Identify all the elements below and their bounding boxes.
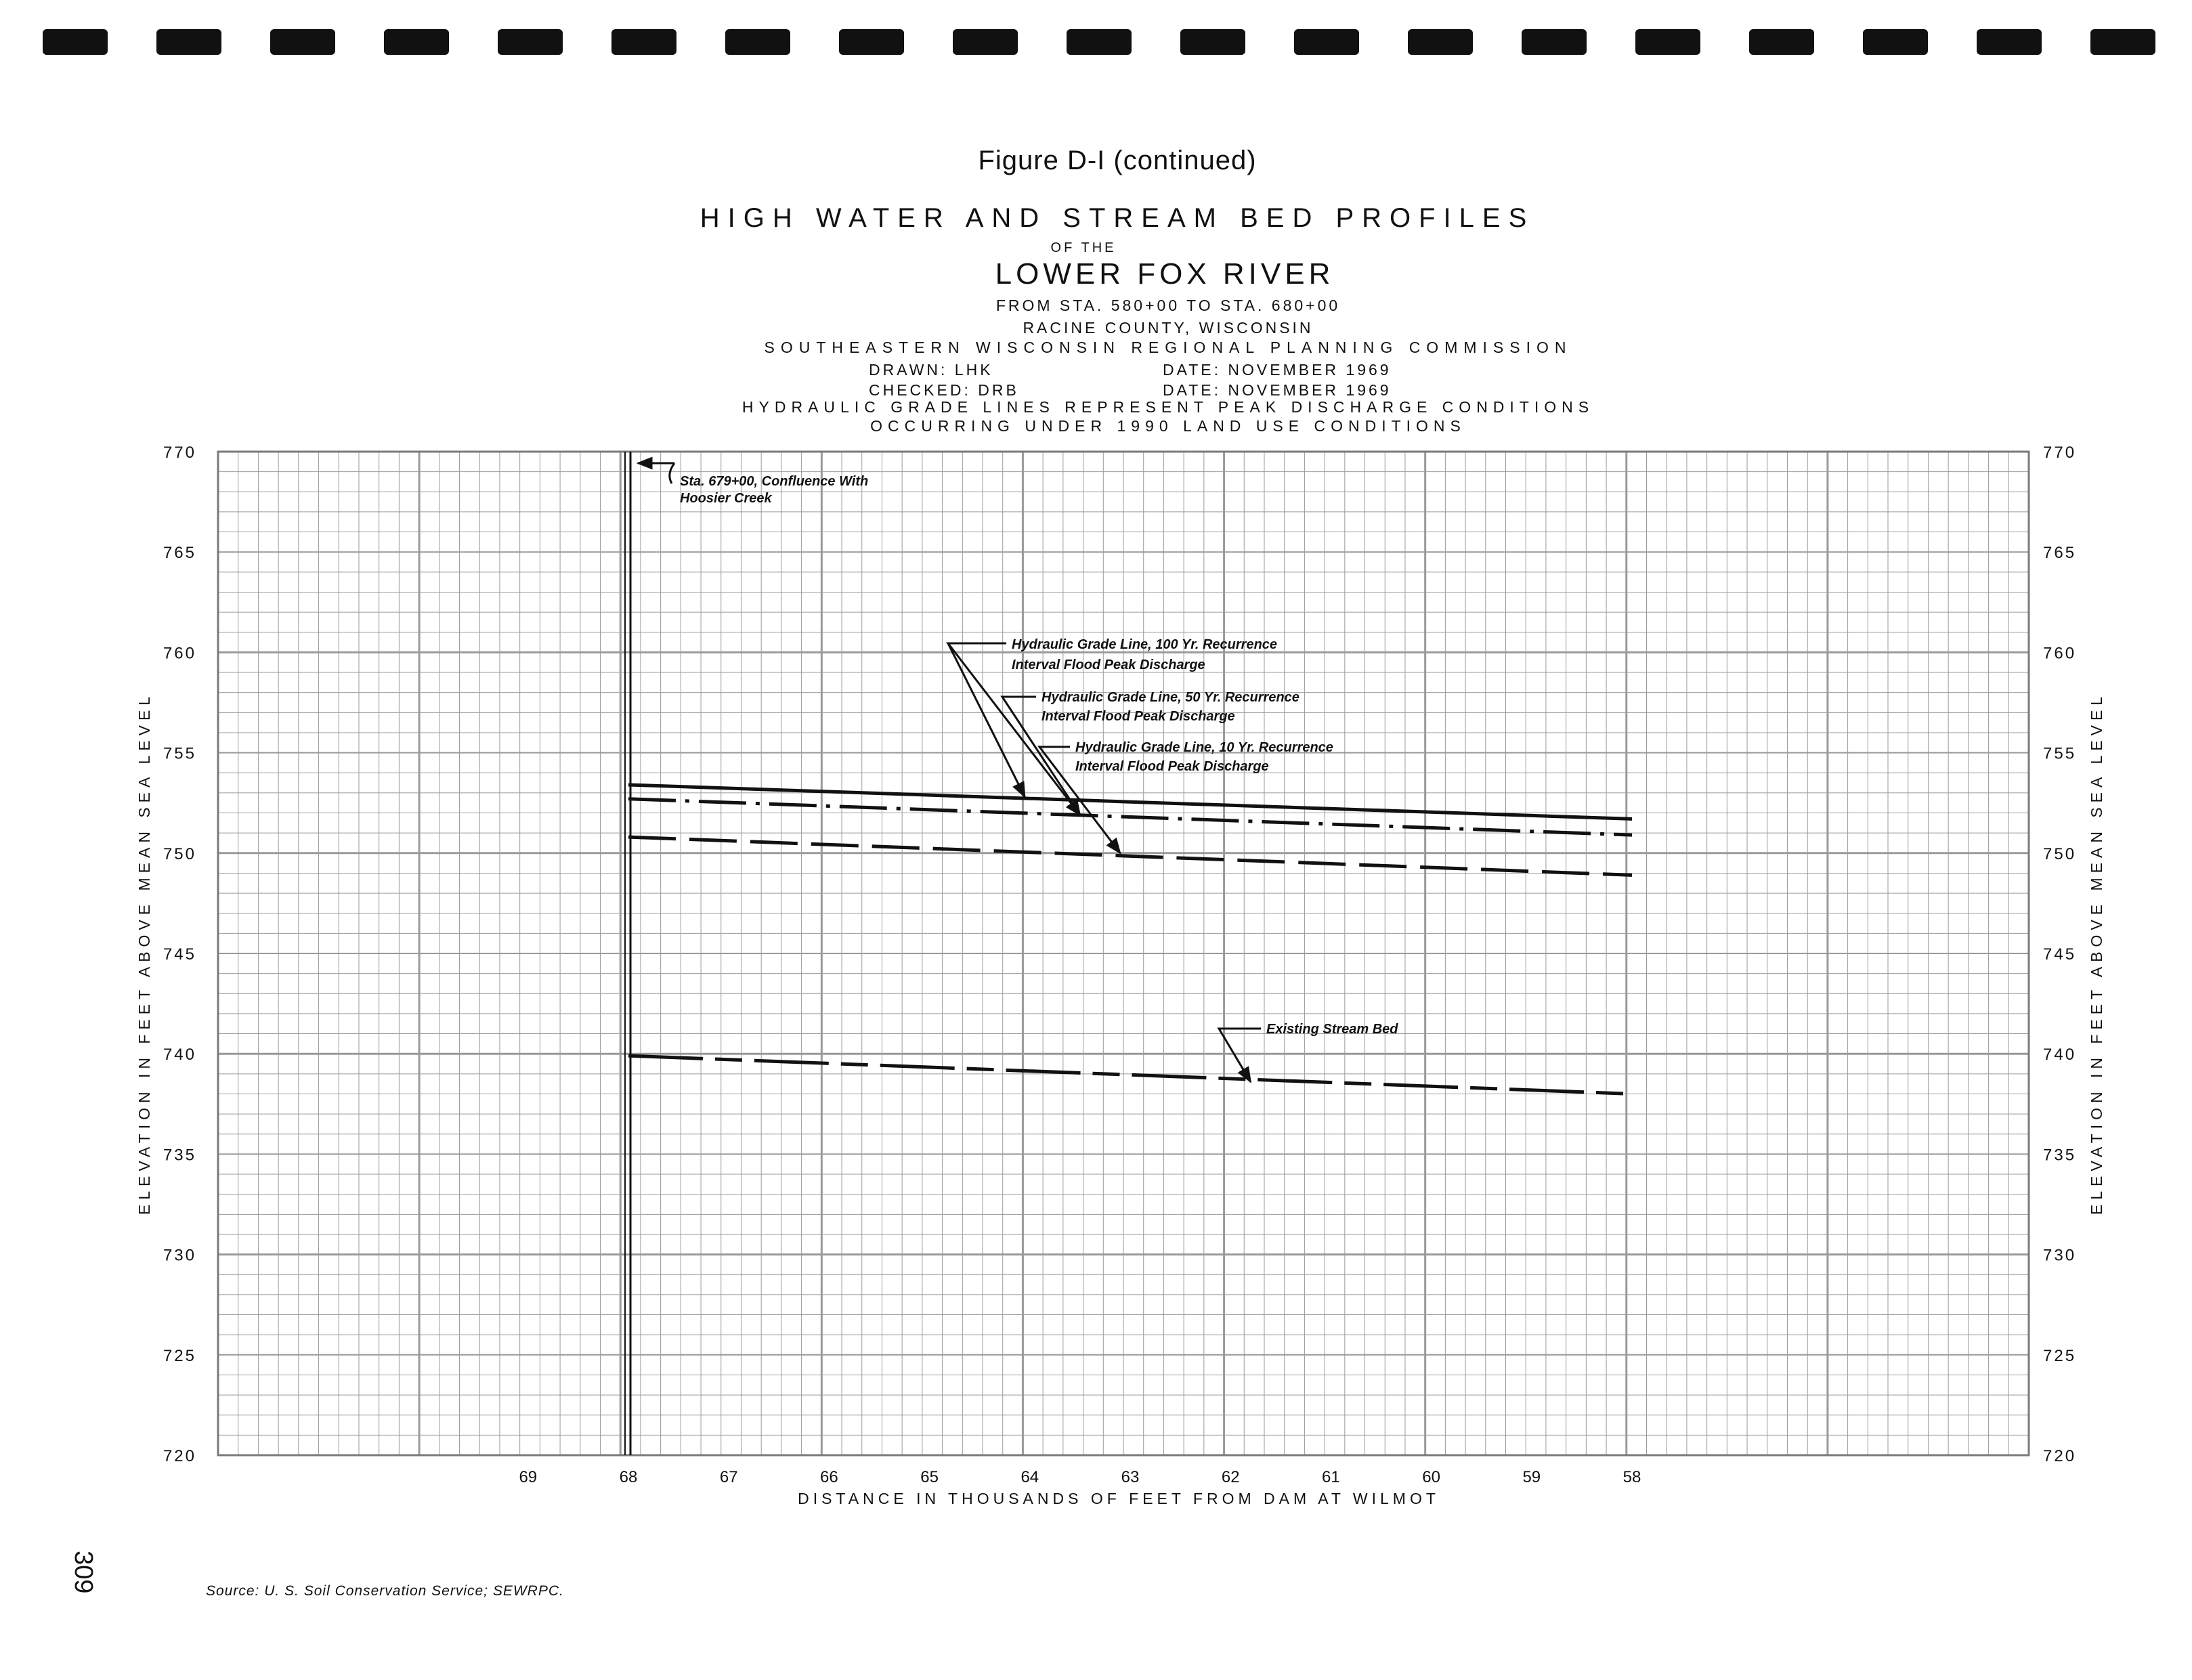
y-tick-label-right: 735 xyxy=(2043,1146,2077,1165)
y-tick-label-right: 725 xyxy=(2043,1346,2077,1365)
y-axis-label-left: ELEVATION IN FEET ABOVE MEAN SEA LEVEL xyxy=(135,691,153,1215)
y-tick-label-left: 770 xyxy=(163,444,196,462)
profile-line xyxy=(628,799,1632,835)
y-tick-label-right: 765 xyxy=(2043,544,2077,563)
of-the-text: OF THE xyxy=(1050,240,1117,255)
y-tick-label-left: 720 xyxy=(163,1447,196,1465)
main-title: HIGH WATER AND STREAM BED PROFILES xyxy=(700,203,1535,233)
y-tick-label-left: 740 xyxy=(163,1046,196,1064)
chart-grid xyxy=(218,452,2029,1455)
annotation-text: Existing Stream Bed xyxy=(1266,1022,1398,1037)
drawn-date: DATE: NOVEMBER 1969 xyxy=(1163,361,1392,379)
x-tick-label: 61 xyxy=(1322,1468,1340,1486)
y-tick-label-right: 720 xyxy=(2043,1447,2077,1465)
x-axis-label: DISTANCE IN THOUSANDS OF FEET FROM DAM AT WILMOT xyxy=(798,1490,1440,1507)
x-tick-label: 63 xyxy=(1121,1468,1140,1486)
x-tick-label: 67 xyxy=(719,1468,738,1486)
annotation-text: Hydraulic Grade Line, 10 Yr. Recurrence xyxy=(1075,740,1333,755)
profile-line xyxy=(628,1056,1632,1094)
y-tick-label-left: 750 xyxy=(163,844,196,863)
drawn-by: DRAWN: LHK xyxy=(869,361,993,379)
y-tick-label-right: 730 xyxy=(2043,1246,2077,1265)
note-line-1: HYDRAULIC GRADE LINES REPRESENT PEAK DISCHARGE CONDITIONS xyxy=(742,398,1595,416)
page-number: 309 xyxy=(69,1551,98,1594)
y-tick-label-left: 760 xyxy=(163,644,196,663)
annotation-text: Hoosier Creek xyxy=(680,491,772,506)
y-tick-label-left: 765 xyxy=(163,544,196,563)
source-note: Source: U. S. Soil Conservation Service; SEWRPC. xyxy=(206,1583,564,1599)
river-name: LOWER FOX RIVER xyxy=(995,257,1335,290)
county-text: RACINE COUNTY, WISCONSIN xyxy=(1023,319,1314,337)
x-tick-label: 59 xyxy=(1522,1468,1541,1486)
y-tick-label-right: 755 xyxy=(2043,744,2077,763)
x-tick-label: 64 xyxy=(1020,1468,1039,1486)
y-tick-label-left: 755 xyxy=(163,744,196,763)
annotation-text: Hydraulic Grade Line, 100 Yr. Recurrence xyxy=(1012,637,1278,652)
annotation-text: Interval Flood Peak Discharge xyxy=(1012,658,1205,672)
annotation-text: Interval Flood Peak Discharge xyxy=(1075,759,1269,774)
annotation-text: Interval Flood Peak Discharge xyxy=(1041,709,1235,724)
y-tick-label-left: 745 xyxy=(163,945,196,964)
station-range: FROM STA. 580+00 TO STA. 680+00 xyxy=(995,297,1341,314)
figure-number: Figure D-I (continued) xyxy=(978,146,1257,175)
annotation-text: Hydraulic Grade Line, 50 Yr. Recurrence xyxy=(1041,690,1299,705)
y-tick-label-right: 750 xyxy=(2043,844,2077,863)
x-tick-label: 66 xyxy=(820,1468,838,1486)
y-tick-label-right: 760 xyxy=(2043,644,2077,663)
y-tick-label-right: 745 xyxy=(2043,945,2077,964)
note-line-2: OCCURRING UNDER 1990 LAND USE CONDITIONS xyxy=(870,417,1466,435)
x-tick-label: 69 xyxy=(519,1468,538,1486)
y-tick-label-left: 730 xyxy=(163,1246,196,1265)
y-tick-label-right: 740 xyxy=(2043,1046,2077,1064)
checked-date: DATE: NOVEMBER 1969 xyxy=(1163,381,1392,399)
y-tick-label-left: 735 xyxy=(163,1146,196,1165)
x-tick-label: 62 xyxy=(1221,1468,1240,1486)
profile-line xyxy=(628,785,1632,819)
x-tick-label: 68 xyxy=(619,1468,638,1486)
y-axis-label-right: ELEVATION IN FEET ABOVE MEAN SEA LEVEL xyxy=(2088,691,2105,1215)
profile-line xyxy=(628,837,1632,875)
y-tick-label-right: 770 xyxy=(2043,444,2077,462)
x-tick-label: 58 xyxy=(1622,1468,1641,1486)
commission-text: SOUTHEASTERN WISCONSIN REGIONAL PLANNING COMMISSION xyxy=(764,339,1572,356)
annotation-text: Sta. 679+00, Confluence With xyxy=(680,474,869,489)
leader-line xyxy=(670,463,674,483)
y-tick-label-left: 725 xyxy=(163,1346,196,1365)
x-tick-label: 60 xyxy=(1422,1468,1440,1486)
checked-by: CHECKED: DRB xyxy=(869,381,1019,399)
x-tick-label: 65 xyxy=(920,1468,939,1486)
